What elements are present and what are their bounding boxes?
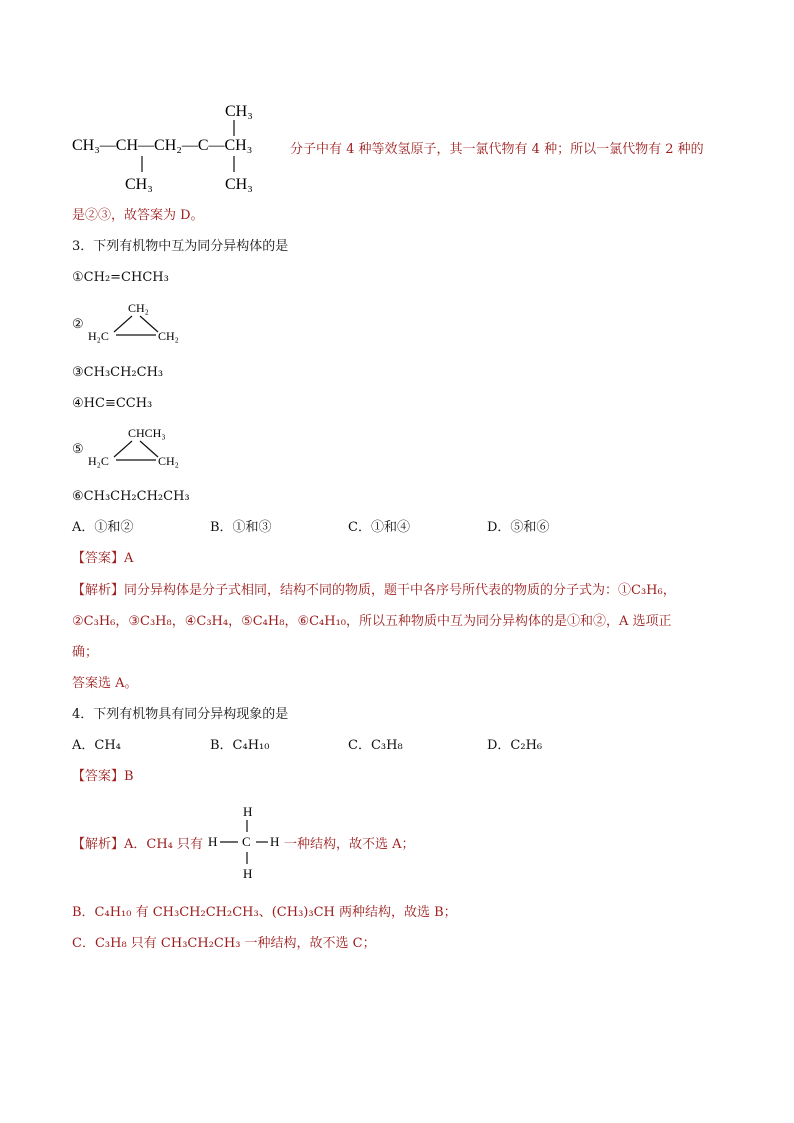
- q3-option-c: C．①和④: [348, 520, 410, 535]
- q4-option-b: B．C₄H₁₀: [210, 738, 270, 753]
- cyclo-top: CH₂: [128, 301, 149, 315]
- q4-analysis-a-suffix: 一种结构，故不选 A；: [284, 837, 415, 852]
- methane-structure: [206, 802, 288, 884]
- q4-stem: 4．下列有机物具有同分异构现象的是: [72, 707, 289, 722]
- q4-answer: 【答案】B: [72, 769, 134, 784]
- ring-bond-right: [140, 316, 158, 332]
- cyclo-right: CH₂: [158, 329, 179, 343]
- cyclopropane-structure: [86, 298, 196, 348]
- q4-option-a: A．CH₄: [72, 738, 121, 753]
- q3-answer: 【答案】A: [72, 551, 134, 566]
- q3-analysis-1: 【解析】同分异构体是分子式相同，结构不同的物质，题干中各序号所代表的物质的分子式为：①C₃H₆，: [72, 583, 676, 598]
- ch3-under-c: CH₃: [225, 176, 253, 193]
- q3-option-d: D．⑤和⑥: [487, 520, 550, 535]
- q4-analysis-a-prefix: 【解析】A．CH₄ 只有: [72, 837, 204, 852]
- methane-c: C: [242, 834, 251, 849]
- ring-bond-left: [114, 316, 132, 332]
- ring5-bond-left: [114, 441, 132, 457]
- q4-option-c: C．C₃H₈: [348, 738, 403, 753]
- q3-analysis-3: 确；: [72, 645, 99, 660]
- methane-h-bottom: H: [243, 866, 253, 881]
- conclusion-line: 是②③，故答案为 D。: [72, 208, 204, 223]
- q4-analysis-c: C．C₃H₈ 只有 CH₃CH₂CH₃ 一种结构，故不选 C；: [72, 936, 376, 951]
- methylcyclopropane-structure: [86, 423, 206, 473]
- ring5-bond-right: [140, 441, 158, 457]
- cyclo-left: H₂C: [88, 329, 109, 343]
- q3-item-5-marker: ⑤: [72, 442, 84, 457]
- cyclo5-right: CH₂: [158, 454, 179, 468]
- methane-h-top: H: [243, 804, 253, 819]
- q3-item-3: ③CH₃CH₂CH₃: [72, 365, 164, 380]
- methane-h-left: H: [208, 834, 218, 849]
- q3-stem: 3．下列有机物中互为同分异构体的是: [72, 239, 289, 254]
- q3-item-2-marker: ②: [72, 317, 84, 332]
- q3-analysis-2: ②C₃H₆，③C₃H₈，④C₃H₄，⑤C₄H₈，⑥C₄H₁₀，所以五种物质中互为同分异构体的是①和②，A 选项正: [72, 614, 672, 629]
- cyclo5-left: H₂C: [88, 454, 109, 468]
- q3-item-4: ④HC≡CCH₃: [72, 396, 153, 411]
- q3-option-b: B．①和③: [210, 520, 272, 535]
- structure-explanation: 分子中有 4 种等效氢原子，其一氯代物有 4 种；所以一氯代物有 2 种的: [290, 142, 704, 157]
- q4-analysis-b: B．C₄H₁₀ 有 CH₃CH₂CH₂CH₃、(CH₃)₃CH 两种结构，故选 B；: [72, 905, 457, 920]
- main-chain: CH₃—CH—CH₂—C—CH₃: [72, 137, 253, 154]
- q3-item-6: ⑥CH₃CH₂CH₂CH₃: [72, 489, 190, 504]
- q4-option-d: D．C₂H₆: [487, 738, 543, 753]
- ch3-under-ch: CH₃: [125, 176, 153, 193]
- branched-alkane-structure: [70, 96, 300, 196]
- q3-option-a: A．①和②: [72, 520, 134, 535]
- q3-item-1: ①CH₂=CHCH₃: [72, 270, 169, 285]
- methane-h-right: H: [270, 834, 280, 849]
- ch3-top: CH₃: [225, 103, 253, 120]
- q3-analysis-4: 答案选 A。: [72, 676, 138, 691]
- cyclo5-top: CHCH₃: [128, 426, 166, 440]
